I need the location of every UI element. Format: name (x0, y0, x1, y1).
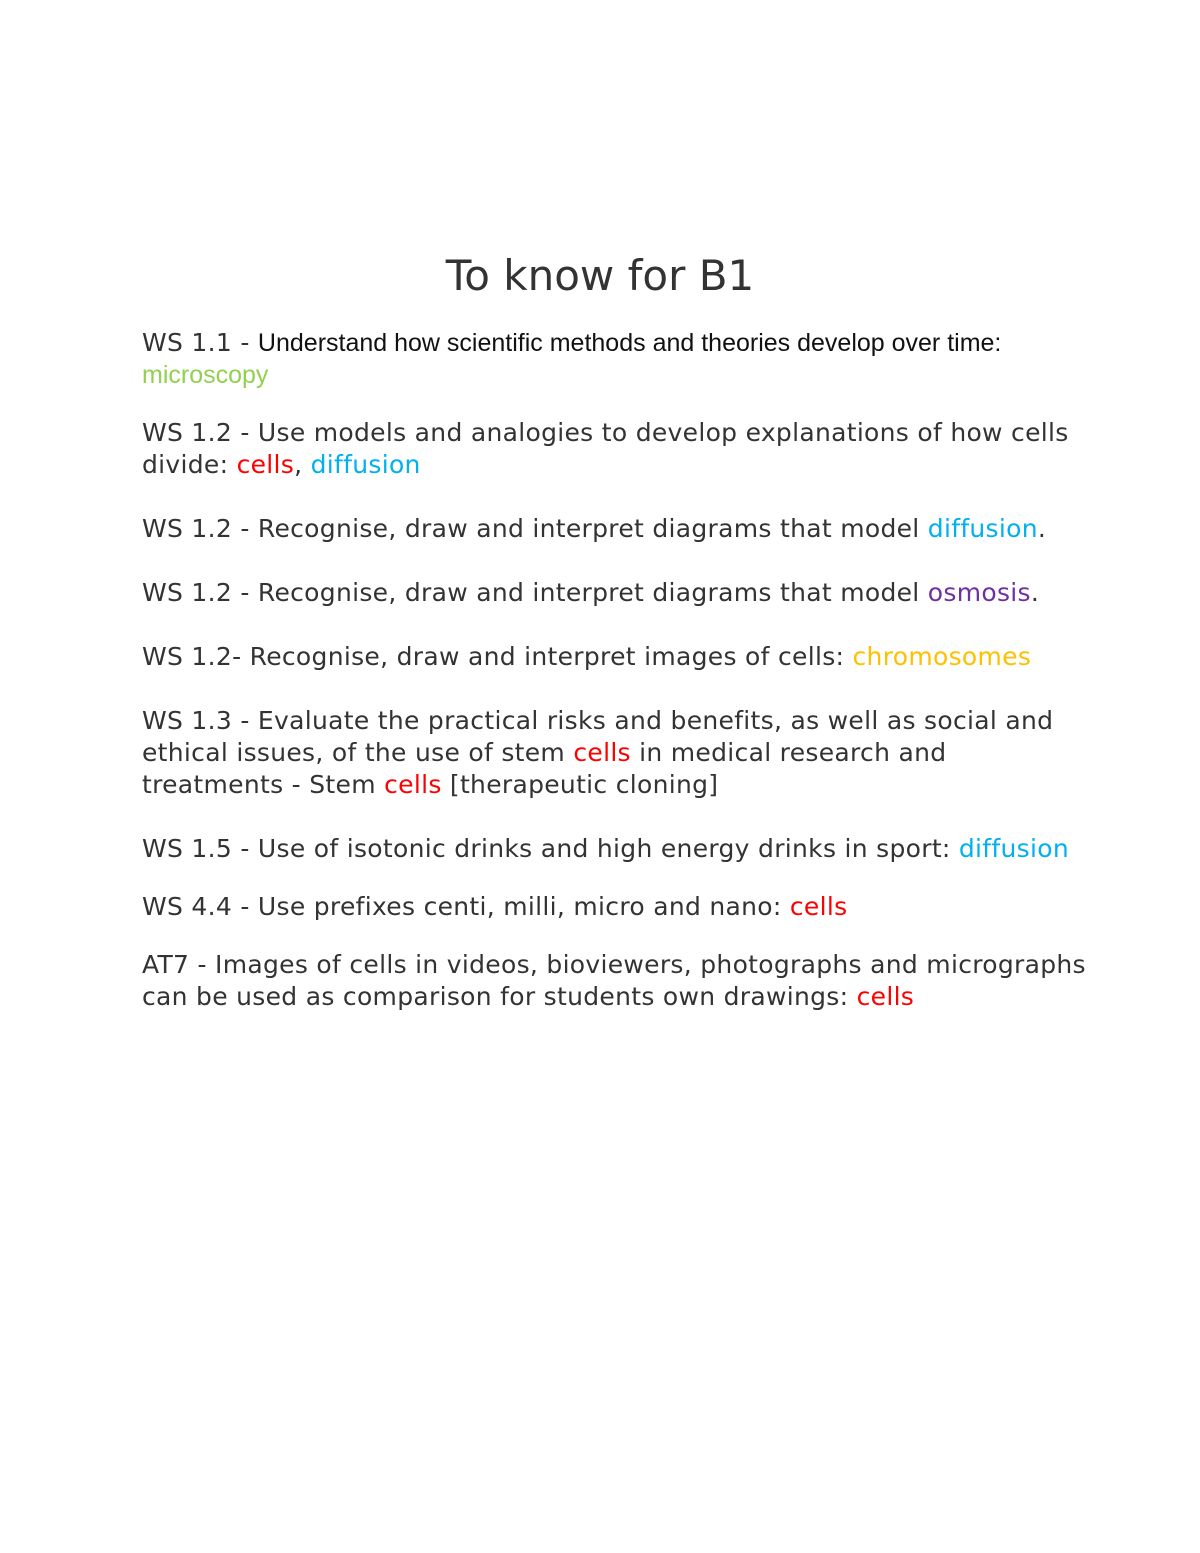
item-text: Understand how scientific methods and theories develop over time: (257, 329, 1002, 357)
item-text: AT7 - Images of cells in videos, bioviewers, photographs and micrographs can be used as comparison for students own drawings: (142, 950, 1086, 1011)
list-item (142, 641, 1092, 673)
item-code: WS 1.1 - (142, 328, 258, 357)
item-text: [therapeutic cloning] (441, 770, 719, 799)
topic-cells: cells (856, 982, 915, 1011)
list-item (142, 705, 1092, 801)
item-text: in medical research and treatments - Stem (142, 738, 947, 799)
topic-cells: cells (236, 450, 295, 479)
item-text: WS 1.2 - Use models and analogies to develop explanations of how cells divide: (142, 418, 1069, 479)
item-text: WS 1.2- Recognise, draw and interpret images of cells: (142, 642, 853, 671)
item-separator: , (294, 450, 311, 479)
topic-cells: cells (573, 738, 631, 767)
list-item (142, 833, 1092, 865)
topic-cells: cells (789, 892, 848, 921)
list-item (142, 891, 1092, 923)
topic-diffusion: diffusion (310, 450, 421, 479)
list-item (142, 513, 1092, 545)
item-end: . (1037, 514, 1047, 543)
list-item (142, 327, 1092, 391)
item-text: WS 1.3 - Evaluate the practical risks and benefits, as well as social and ethical issues, of the use of stem (142, 706, 1054, 767)
page-title: To know for B1 (445, 251, 755, 300)
requirements-list (142, 327, 1092, 1013)
topic-chromosomes: chromosomes (852, 642, 1032, 671)
topic-diffusion: diffusion (958, 834, 1069, 863)
topic-osmosis: osmosis (927, 578, 1031, 607)
list-item (142, 949, 1092, 1013)
list-item (142, 417, 1092, 481)
item-text: WS 1.5 - Use of isotonic drinks and high energy drinks in sport: (142, 834, 959, 863)
item-text: WS 1.2 - Recognise, draw and interpret diagrams that model (142, 514, 928, 543)
topic-diffusion: diffusion (927, 514, 1038, 543)
item-text: WS 4.4 - Use prefixes centi, milli, micro and nano: (142, 892, 790, 921)
topic-microscopy: microscopy (142, 361, 269, 389)
list-item (142, 577, 1092, 609)
topic-cells: cells (384, 770, 442, 799)
item-text: WS 1.2 - Recognise, draw and interpret diagrams that model (142, 578, 928, 607)
item-end: . (1030, 578, 1040, 607)
